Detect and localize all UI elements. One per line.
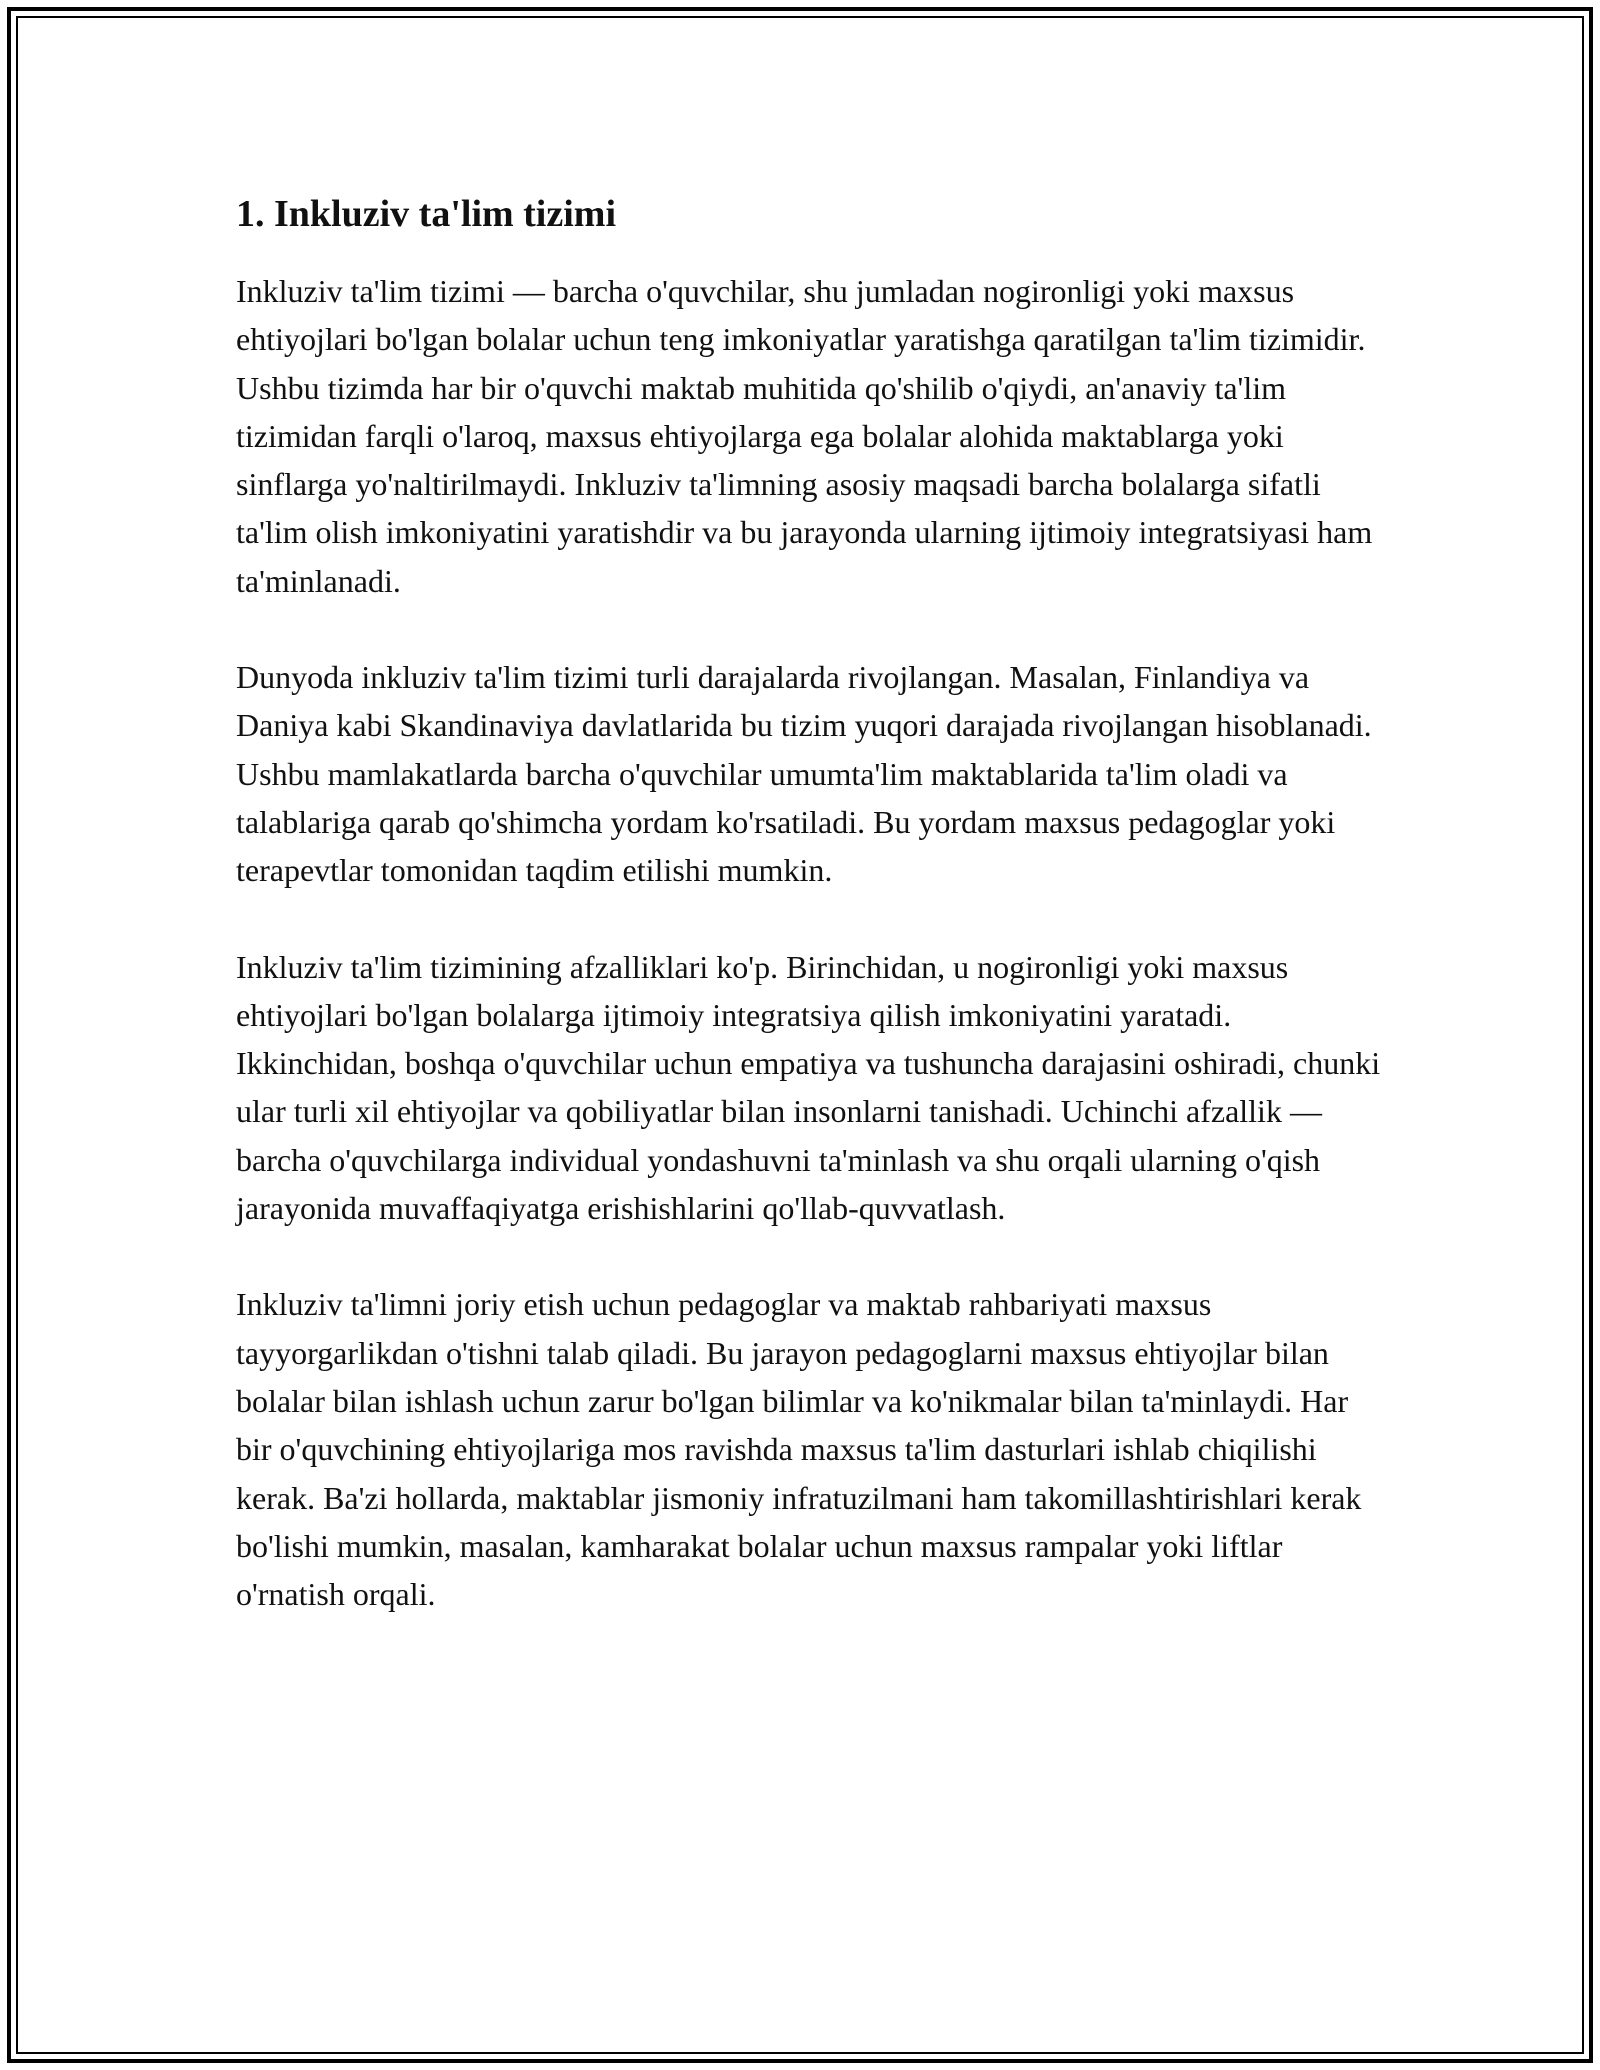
paragraph-world-examples: Dunyoda inkluziv ta'lim tizimi turli darajalarda rivojlangan. Masalan, Finlandiya va Daniya kabi Skandinaviya davlatlarida bu tizim yuqori darajada rivojlangan hisoblanadi. Ushbu mamlakatlarda barcha o'quvchilar umumta'lim maktablarida ta'lim oladi va talablariga qarab qo'shimcha yordam ko'rsatiladi. Bu yordam maxsus pedagoglar yoki terapevtlar tomonidan taqdim etilishi mumkin. — [236, 659, 1372, 889]
document-body — [236, 185, 1386, 1666]
paragraph-advantages: Inkluziv ta'lim tizimining afzalliklari ko'p. Birinchidan, u nogironligi yoki maxsus ehtiyojlari bo'lgan bolalarga ijtimoiy integratsiya qilish imkoniyatini yaratadi. Ikkinchidan, boshqa o'quvchilar uchun empatiya va tushuncha darajasini oshiradi, chunki ular turli xil ehtiyojlar va qobiliyatlar bilan insonlarni tanishadi. Uchinchi afzallik — barcha o'quvchilarga individual yondashuvni ta'minlash va shu orqali ularning o'qish jarayonida muvaffaqiyatga erishishlarini qo'llab-quvvatlash. — [236, 948, 1381, 1227]
section-heading: 1. Inkluziv ta'lim tizimi — [236, 193, 616, 235]
paragraph-implementation: Inkluziv ta'limni joriy etish uchun pedagoglar va maktab rahbariyati maxsus tayyorgarlikdan o'tishni talab qiladi. Bu jarayon pedagoglarni maxsus ehtiyojlar bilan bolalar bilan ishlash uchun zarur bo'lgan bilimlar va ko'nikmalar bilan ta'minlaydi. Har bir o'quvchining ehtiyojlariga mos ravishda maxsus ta'lim dasturlari ishlab chiqilishi kerak. Ba'zi hollarda, maktablar jismoniy infratuzilmani ham takomillashtirishlari kerak bo'lishi mumkin, masalan, kamharakat bolalar uchun maxsus rampalar yoki liftlar o'rnatish orqali. — [236, 1286, 1362, 1613]
paragraph-intro: Inkluziv ta'lim tizimi — barcha o'quvchilar, shu jumladan nogironligi yoki maxsus ehtiyojlari bo'lgan bolalar uchun teng imkoniyatlar yaratishga qaratilgan ta'lim tizimidir. Ushbu tizimda har bir o'quvchi maktab muhitida qo'shilib o'qiydi, an'anaviy ta'lim tizimidan farqli o'laroq, maxsus ehtiyojlarga ega bolalar alohida maktablarga yoki sinflarga yo'naltirilmaydi. Inkluziv ta'limning asosiy maqsadi barcha bolalarga sifatli ta'lim olish imkoniyatini yaratishdir va bu jarayonda ularning ijtimoiy integratsiyasi ham ta'minlanadi. — [236, 273, 1373, 599]
